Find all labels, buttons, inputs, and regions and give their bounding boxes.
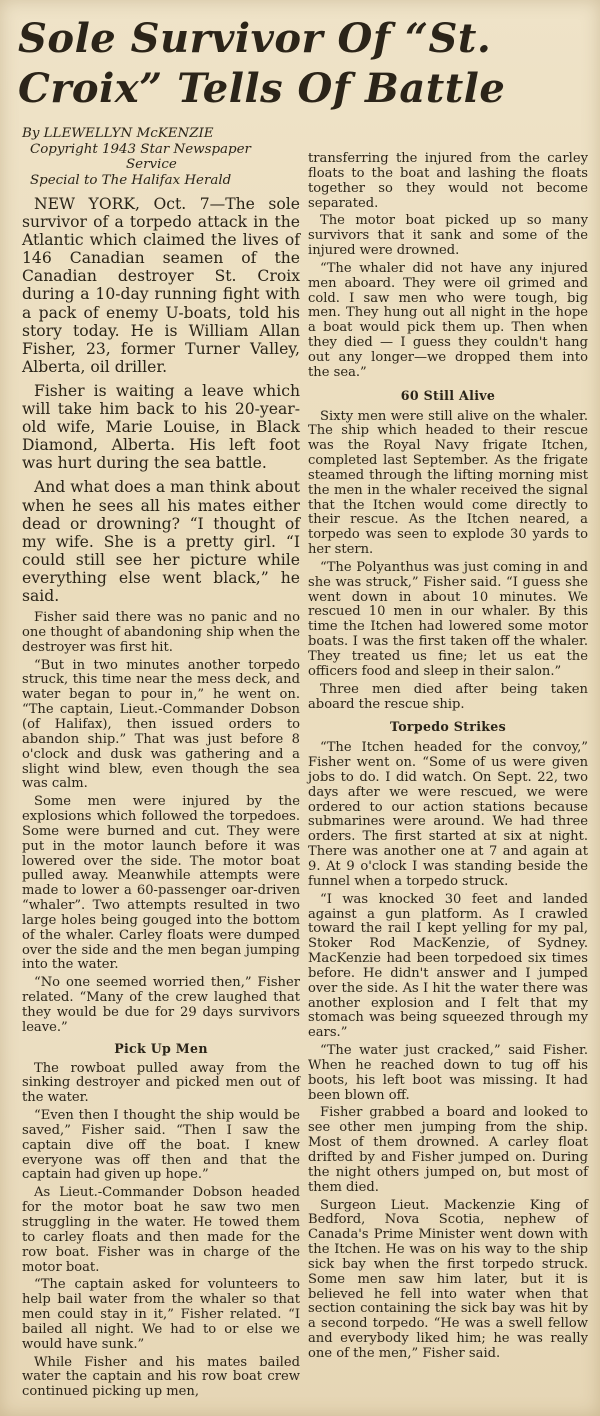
paragraph: As Lieut.-Commander Dobson headed for the motor boat he saw two men struggling in the water. He towed them to carley floats and then made for the row boat. Fisher was in charge of the motor boat. <box>22 1185 300 1275</box>
byline-service: Service <box>126 157 177 172</box>
subheading: Torpedo Strikes <box>389 719 507 735</box>
paragraph: “The Itchen headed for the convoy,” Fisher went on. “Some of us were given jobs to do. I did watch. On Sept. 22, two days after we were rescued, we were ordered to our action stations because submarines were around. We had three orders. The first started at six at night. There was another one at 7 and again at 9. At 9 o'clock I was standing beside the funnel when a torpedo struck. <box>308 740 588 889</box>
paragraph: Fisher is waiting a leave which will take him back to his 20-year-old wife, Marie Louise, in Black Diamond, Alberta. His left foot was hurt during the sea battle. <box>22 381 300 473</box>
article-column-right <box>308 152 588 1365</box>
paragraph: “Even then I thought the ship would be saved,” Fisher said. “Then I saw the captain dive off the boat. I knew everyone was off then and that the captain had given up hope.” <box>22 1108 300 1183</box>
paragraph: transferring the injured from the carley floats to the boat and lashing the floats together so they would not become separated. <box>308 151 588 211</box>
paragraph: “But in two minutes another torpedo struck, this time near the mess deck, and water began to pour in,” he went on. “The captain, Lieut.-Commander Dobson (of Halifax), then issued orders to abandon ship.” That was just before 8 o'clock and dusk was gathering and a slight wind blew, even though the sea was calm. <box>22 657 300 792</box>
paragraph: “The Polyanthus was just coming in and she was struck,” Fisher said. “I guess she went down in about 10 minutes. We rescued 10 men in our whaler. By this time the Itchen had lowered some motor boats. I was the first taken off the whaler. They treated us fine; let us eat the officers food and sleep in their salon.” <box>308 559 588 679</box>
byline-special: Special to The Halifax Herald <box>30 172 232 188</box>
paragraph: And what does a man think about when he sees all his mates either dead or drowning? “I thought of my wife. She is a pretty girl. “I could still see her picture while everything else went black,” he said. <box>22 478 300 605</box>
byline-copyright: Copyright 1943 Star Newspaper <box>30 141 251 157</box>
paragraph: Sixty men were still alive on the whaler. The ship which headed to their rescue was the Royal Navy frigate Itchen, completed last September. As the frigate steamed through the lifting morning mist the men in the whaler received the signal that the Itchen would come directly to their rescue. As the Itchen neared, a torpedo was seen to explode 30 yards to her stern. <box>308 408 588 558</box>
byline-author: By LLEWELLYN McKENZIE <box>22 126 214 141</box>
paragraph: Fisher grabbed a board and looked to see other men jumping from the ship. Most of them drowned. A carley float drifted by and Fisher jumped on. During the night others jumped on, but most of them died. <box>308 1105 588 1195</box>
paragraph: Some men were injured by the explosions which followed the torpedoes. Some were burned and cut. They were put in the motor launch before it was lowered over the side. The motor boat pulled away. Meanwhile attempts were made to lower a 60-passenger oar-driven “whaler”. Two attempts resulted in two large holes being gouged into the bottom of the whaler. Carley floats were dumped over the side and the men began jumping into the water. <box>22 794 300 973</box>
byline <box>22 126 300 188</box>
paragraph: The rowboat pulled away from the sinking destroyer and picked men out of the water. <box>22 1060 300 1106</box>
paragraph: “The captain asked for volunteers to help bail water from the whaler so that men could stay in it,” Fisher related. “I bailed all night. We had to or else we would have sunk.” <box>22 1277 300 1352</box>
paragraph: While Fisher and his mates bailed water the captain and his row boat crew continued picking up men, <box>22 1354 300 1400</box>
paragraph: The motor boat picked up so many survivors that it sank and some of the injured were drowned. <box>308 213 588 259</box>
paragraph: “The water just cracked,” said Fisher. When he reached down to tug off his boots, his left boot was missing. It had been blown off. <box>308 1043 588 1103</box>
paragraph: Fisher said there was no panic and no one thought of abandoning ship when the destroyer was first hit. <box>22 610 300 655</box>
paragraph: “I was knocked 30 feet and landed against a gun platform. As I crawled toward the rail I kept yelling for my pal, Stoker Rod MacKenzie, of Sydney. MacKenzie had been torpedoed six times before. He didn't answer and I jumped over the side. As I hit the water there was another explosion and I felt that my stomach was being squeezed through my ears.” <box>308 891 588 1041</box>
paragraph: Three men died after being taken aboard the rescue ship. <box>308 681 588 712</box>
paragraph: Surgeon Lieut. Mackenzie King of Bedford, Nova Scotia, nephew of Canada's Prime Minister went down with the Itchen. He was on his way to the ship sick bay when the first torpedo struck. Some men saw him later, but it is believed he fell into water when that section containing the sick bay was hit by a second torpedo. “He was a swell fellow and everybody liked him; he was really one of the men,” Fisher said. <box>308 1197 588 1361</box>
paragraph: “The whaler did not have any injured men aboard. They were oil grimed and cold. I saw men who were tough, big men. They hung out all night in the hope a boat would pick them up. Then when they died — I guess they couldn't hang out any longer—we dropped them into the sea.” <box>308 260 588 380</box>
headline: Sole Survivor Of “St. Croix” Tells Of Battle <box>18 15 506 112</box>
article-column-left <box>22 126 300 1403</box>
paragraph: “No one seemed worried then,” Fisher related. “Many of the crew laughed that they would be due for 29 days survivors leave.” <box>22 975 300 1035</box>
subheading: 60 Still Alive <box>400 387 496 403</box>
subheading: Pick Up Men <box>114 1040 208 1056</box>
paragraph: NEW YORK, Oct. 7—The sole survivor of a torpedo attack in the Atlantic which claimed the lives of 146 Canadian seamen of the Canadian destroyer St. Croix during a 10-day running fight with a pack of enemy U-boats, told his story today. He is William Allan Fisher, 23, former Turner Valley, Alberta, oil driller. <box>22 195 300 376</box>
